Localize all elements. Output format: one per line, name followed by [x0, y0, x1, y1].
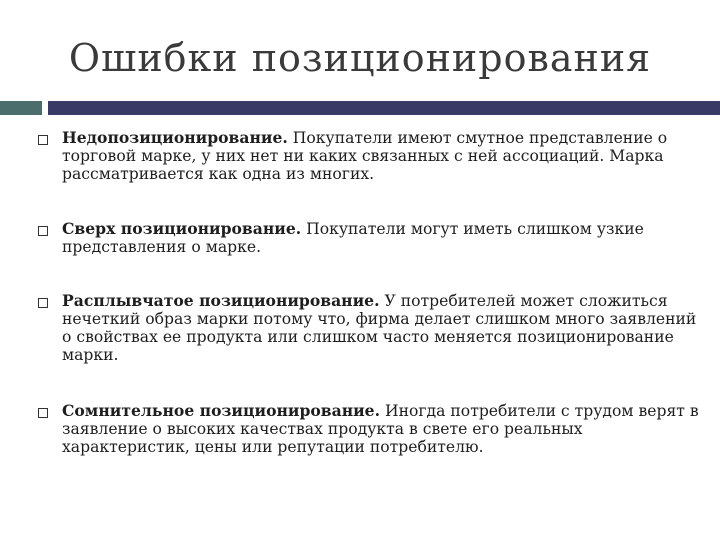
- square-bullet-icon: [38, 135, 48, 145]
- accent-bar-right: [48, 101, 720, 115]
- list-item-term: Сомнительное позиционирование.: [62, 401, 381, 420]
- list-item-term: Сверх позиционирование.: [62, 219, 302, 238]
- list-item-text: [62, 129, 702, 183]
- square-bullet-icon: [38, 408, 48, 418]
- list-item-description: Иногда потребители с трудом верят в заявление о высоких качествах продукта в свете его реальных характеристик, цены или репутации потребителю.: [62, 402, 699, 456]
- list-item-description: Покупатели имеют смутное представление о торговой марке, у них нет ни каких связанных с ней ассоциаций. Марка рассматривается как одна из многих.: [62, 129, 668, 183]
- square-bullet-icon: [38, 226, 48, 236]
- list-item-description: У потребителей может сложиться нечеткий образ марки потому что, фирма делает слишком много заявлений о свойствах ее продукта или слишком часто меняется позиционирование марки.: [62, 292, 697, 364]
- list-item-term: Недопозиционирование.: [62, 128, 288, 147]
- list-item-term: Расплывчатое позиционирование.: [62, 291, 380, 310]
- list-item-text: [62, 292, 702, 364]
- list-item-text: [62, 402, 702, 456]
- slide-title: Ошибки позиционирования: [68, 36, 652, 80]
- list-item-text: [62, 220, 702, 256]
- accent-bar-left: [0, 101, 42, 115]
- square-bullet-icon: [38, 298, 48, 308]
- list-item-description: Покупатели могут иметь слишком узкие представления о марке.: [62, 220, 644, 256]
